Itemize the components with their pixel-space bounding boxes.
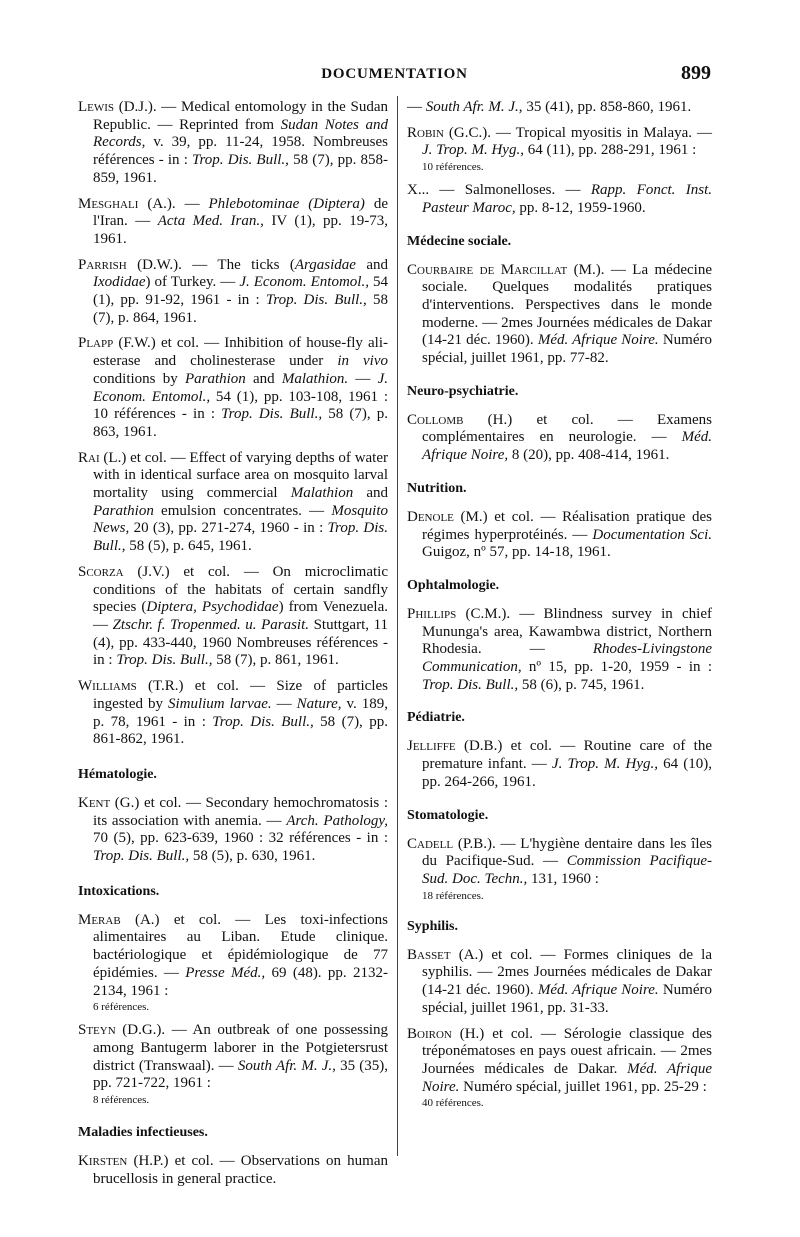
section-heading-hematologie: Hématologie. (78, 766, 157, 782)
author-name: Lewis (78, 99, 115, 115)
section-heading-pediatrie: Pédiatrie. (407, 710, 465, 726)
reference-entry: Courbaire de Marcillat (M.). — La médecine sociale. Quelques modalités pratiques d'interventions. Perspectives dans le monde moderne. — 2mes Journées médicales de Dakar (14-21 déc. 1960). Méd. Afrique Noire. Numéro spécial, juillet 1961, pp. 77-82. (407, 261, 712, 367)
reference-entry: Boiron (H.) et col. — Sérologie classique des tréponématoses en pays ouest africain. — 2mes Journées médicales de Dakar. Méd. Afrique Noire. Numéro spécial, juillet 1961, pp. 25-29 : 40 références. (407, 1025, 713, 1110)
section-heading-maladies-infectieuses: Maladies infectieuses. (78, 1125, 208, 1141)
author-name: Parrish (78, 256, 127, 273)
reference-entry: Robin (G.C.). — Tropical myositis in Malaya. — J. Trop. M. Hyg., 64 (11), pp. 288-291, 1961 : 10 références. (407, 124, 712, 174)
author-name: Jelliffe (407, 738, 456, 755)
reference-entry: Jelliffe (D.B.) et col. — Routine care of the premature infant. — J. Trop. M. Hyg., 64 (10), pp. 264-266, 1961. (407, 738, 712, 790)
left-column (78, 99, 388, 1196)
reference-count: 6 références. (93, 1001, 150, 1014)
author-name: Kent (78, 794, 111, 811)
reference-entry: Denole (M.) et col. — Réalisation pratique des régimes hyperprotéinés. — Documentation Sci. Guigoz, nº 57, pp. 14-18, 1961. (407, 508, 712, 561)
reference-count: 8 références. (93, 1094, 150, 1107)
reference-entry: Rai (L.) et col. — Effect of varying depths of water with in identical surface area on mosquito larval mortality using commercial Malathion and Parathion emulsion concentrates. — Mosquito News, 20 (3), pp. 271-274, 1960 - in : Trop. Dis. Bull., 58 (5), p. 645, 1961. (78, 449, 388, 555)
reference-entry: Scorza (J.V.) et col. — On microclimatic conditions of the habitats of certain sandfly species (Diptera, Psychodidae) from Venezuela. — Ztschr. f. Tropenmed. u. Parasit. Stuttgart, 11 (4), pp. 433-440, 1960 Nombreuses références - in : Trop. Dis. Bull., 58 (7), p. 861, 1961. (78, 563, 389, 669)
author-name: Denole (407, 508, 454, 525)
author-name: Scorza (78, 563, 124, 580)
reference-entry: X... — Salmonelloses. — Rapp. Fonct. Inst. Pasteur Maroc, pp. 8-12, 1959-1960. (407, 182, 712, 216)
page-number: 899 (681, 62, 711, 84)
section-heading-nutrition: Nutrition. (407, 480, 467, 496)
reference-count: 10 références. (422, 161, 484, 174)
section-heading-neuro-psychiatrie: Neuro-psychiatrie. (407, 383, 519, 399)
author-name: Collomb (407, 411, 464, 428)
reference-entry: Basset (A.) et col. — Formes cliniques de la syphilis. — 2mes Journées médicales de Dakar (14-21 déc. 1960). Méd. Afrique Noire. Numéro spécial, juillet 1961, pp. 31-33. (407, 946, 712, 1016)
author-name: Rai (78, 449, 100, 466)
running-title: DOCUMENTATION (321, 66, 468, 82)
section-heading-medecine-sociale: Médecine sociale. (407, 233, 512, 249)
reference-entry: Collomb (H.) et col. — Examens complémentaires en neurologie. — Méd. Afrique Noire, 8 (20), pp. 408-414, 1961. (407, 411, 712, 464)
reference-entry: Kent (G.) et col. — Secondary hemochromatosis : its association with anemia. — Arch. Pathology, 70 (5), pp. 623-639, 1960 : 32 références - in : Trop. Dis. Bull., 58 (5), p. 630, 1961. (78, 794, 388, 865)
reference-count: 40 références. (422, 1097, 484, 1110)
reference-entry: Mesghali (A.). — Phlebotominae (Diptera) de l'Iran. — Acta Med. Iran., IV (1), pp. 19-73, 1961. (78, 195, 388, 247)
author-name: Merab (78, 911, 121, 928)
reference-entry: Williams (T.R.) et col. — Size of particles ingested by Simulium larvae. — Nature, v. 189, p. 78, 1961 - in : Trop. Dis. Bull., 58 (7), pp. 861-862, 1961. (78, 678, 388, 748)
author-name: Kirsten (78, 1153, 128, 1170)
right-column (407, 99, 712, 1118)
column-divider (397, 96, 398, 1156)
author-name: Robin (407, 124, 444, 141)
reference-count: 18 références. (422, 889, 484, 902)
author-name: Williams (78, 678, 137, 695)
page-header (78, 62, 711, 88)
reference-continuation: — South Afr. M. J., 35 (41), pp. 858-860, 1961. (407, 99, 692, 115)
section-heading-intoxications: Intoxications. (78, 883, 160, 899)
author-name: Boiron (407, 1025, 452, 1042)
author-name: Mesghali (78, 195, 139, 212)
section-heading-syphilis: Syphilis. (407, 918, 458, 934)
author-name: Basset (407, 946, 451, 963)
author-name: Cadell (407, 835, 454, 852)
reference-entry: Phillips (C.M.). — Blindness survey in chief Mununga's area, Kawambwa district, Northern Rhodesia. — Rhodes-Livingstone Communication, nº 15, pp. 1-20, 1959 - in : Trop. Dis. Bull., 58 (6), p. 745, 1961. (407, 605, 712, 693)
reference-entry: Steyn (D.G.). — An outbreak of one possessing among Bantugerm laborer in the Potgietersrust district (Transwaal). — South Afr. M. J., 35 (35), pp. 721-722, 1961 : 8 références. (78, 1022, 388, 1107)
author-name: Steyn (78, 1022, 116, 1039)
section-heading-stomatologie: Stomatologie. (407, 807, 489, 823)
reference-entry: Kirsten (H.P.) et col. — Observations on human brucellosis in general practice. (78, 1153, 388, 1187)
section-heading-ophtalmologie: Ophtalmologie. (407, 577, 500, 593)
reference-entry: Merab (A.) et col. — Les toxi-infections alimentaires au Liban. Etude clinique. bactériologique et épidémiologique de 77 épidémies. — Presse Méd., 69 (48). pp. 2132-2134, 1961 : 6 références. (78, 911, 388, 1014)
reference-entry: Lewis (D.J.). — Medical entomology in the Sudan Republic. — Reprinted from Sudan Notes and Records, v. 39, pp. 11-24, 1958. Nombreuses références - in : Trop. Dis. Bull., 58 (7), pp. 858-859, 1961. (78, 99, 388, 186)
reference-entry: Cadell (P.B.). — L'hygiène dentaire dans les îles du Pacifique-Sud. — Commission Pacifique-Sud. Doc. Techn., 131, 1960 : 18 références. (407, 835, 713, 902)
author-name: Plapp (78, 335, 114, 352)
author-name: Courbaire de Marcillat (407, 261, 568, 278)
author-name: Phillips (407, 605, 457, 622)
reference-entry: Parrish (D.W.). — The ticks (Argasidae and Ixodidae) of Turkey. — J. Econom. Entomol., 54 (1), pp. 91-92, 1961 - in : Trop. Dis. Bull., 58 (7), p. 864, 1961. (78, 256, 388, 326)
reference-entry: Plapp (F.W.) et col. — Inhibition of house-fly ali-esterase and cholinesterase under in vivo conditions by Parathion and Malathion. — J. Econom. Entomol., 54 (1), pp. 103-108, 1961 : 10 références - in : Trop. Dis. Bull., 58 (7), p. 863, 1961. (78, 335, 389, 440)
